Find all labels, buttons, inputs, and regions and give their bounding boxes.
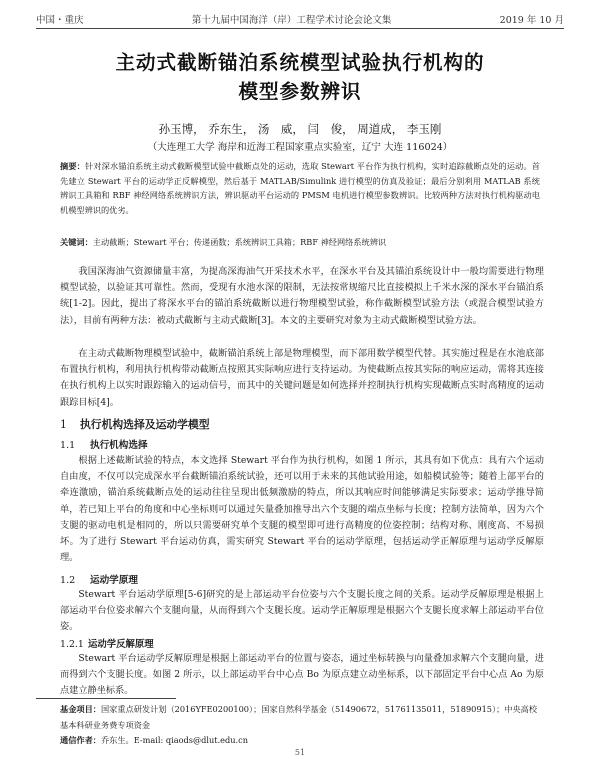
header-rule (36, 28, 564, 29)
subsection-title: 执行机构选择 (90, 440, 148, 451)
footnotes (60, 702, 544, 749)
subsection-title: 运动学原理 (90, 575, 138, 586)
subsubsection-title: 运动学反解原理 (88, 639, 154, 650)
section-heading-1 (60, 417, 210, 432)
subsection-heading-1-1 (60, 437, 148, 451)
page-number: 51 (294, 748, 306, 757)
subsection-number: 1.2 (60, 575, 76, 586)
abstract-label: 摘要： (60, 161, 86, 171)
keywords-text: 主动截断；Stewart 平台；传递函数；系统辨识工具箱；RBF 神经网络系统辨识 (92, 237, 387, 247)
subsection-heading-1-2 (60, 572, 138, 586)
paper-title-line-1: 主动式截断锚泊系统模型试验执行机构的 (115, 51, 485, 74)
subsection-number: 1.1 (60, 440, 76, 451)
inverse-kinematics-paragraph: Stewart 平台运动学反解原理是根据上部运动平台的位置与姿态，通过坐标转换与向量叠加求解六个支腿向量，进而得到六个支腿长度。如图 2 所示，以上部运动平台中心点 Bo 为原点建立动坐标系，以下部固定平台中心点 Ao 为原点建立静坐标系。 (60, 653, 544, 697)
funding-label: 基金项目： (60, 704, 101, 714)
paper-title-line-2: 模型参数辨识 (238, 80, 362, 103)
subsubsection-number: 1.2.1 (60, 639, 84, 650)
running-header (36, 12, 564, 26)
subsubsection-heading-1-2-1 (60, 636, 154, 650)
section-title: 执行机构选择及运动学模型 (80, 418, 210, 431)
header-proceedings: 第十九届中国海洋（岸）工程学术讨论会论文集 (191, 15, 392, 26)
abstract-text: 针对深水锚泊系统主动式截断模型试验中截断点处的运动，选取 Stewart 平台作为执行机构，实时追踪截断点处的运动。首先建立 Stewart 平台的运动学正反解模型，然后基于 MATLAB/Simulink 进行模型的仿真及验证；最后分别利用 MATLAB 系统辨识工具箱和 RBF 神经网络系统辨识方法，辨识驱动平台运动的 PMSM 电机进行模型参数辨识。比较两种方法对执行机构驱动电机模型辨识的优劣。 (60, 161, 540, 215)
corresponding-author-label: 通信作者： (60, 735, 101, 745)
intro-paragraph-1: 我国深海油气资源储量丰富，为提高深海油气开采技术水平，在深水平台及其锚泊系统设计中一般均需要进行物理模型试验，以验证其可靠性。然而，受现有水池水深的限制，无法按常规缩尺比直接模拟上千米水深的深水平台锚泊系统[1-2]。因此，提出了将深水平台的锚泊系统截断以进行物理模型试验，称作截断模型试验方法（或混合模型试验方法），目前有两种方法：被动式截断与主动式截断[3]。本文的主要研究对象为主动式截断模型试验方法。 (60, 266, 544, 326)
intro-paragraph-2: 在主动式截断物理模型试验中，截断锚泊系统上部是物理模型，而下部用数学模型代替。其实施过程是在水池底部布置执行机构，利用执行机构带动截断点按照其实际响应进行支持运动。为使截断点按其实际的响应运动，需将其连接在执行机构上以实时跟踪输入的运动信号，而其中的关键问题是如何选择并控制执行机构实现截断点实时高精度的运动跟踪目标[4]。 (60, 348, 544, 408)
keywords (60, 236, 540, 249)
author-list: 孙玉博， 乔东生， 汤 威， 闫 俊， 周道成， 李玉刚 (158, 122, 442, 136)
funding-text: 国家重点研发计划（2016YFE0200100）；国家自然科学基金（51490672，51761135011，51890915）；中央高校基本科研业务费专项资金 (60, 704, 538, 730)
section-number: 1 (60, 418, 67, 431)
affiliation: （大连理工大学 海岸和近海工程国家重点实验室，辽宁 大连 116024） (147, 142, 453, 153)
abstract (60, 159, 540, 217)
actuator-paragraph: 根据上述截断试验的特点，本文选择 Stewart 平台作为执行机构，如图 1 所示，其具有如下优点：具有六个运动自由度，不仅可以完成深水平台截断锚泊系统试验，还可以用于未来的其他试验用途，如船模试验等；随着上部平台的牵连激励，锚泊系统截断点处的运动往往呈现出低频激励的特点，所以其响应时间能够满足实际要求；运动学推导简单，若已知上平台的角度和中心坐标则可以通过矢量叠加推导出六个支腿的端点坐标与长度；控制方法简单，因为六个支腿的驱动电机是相同的，所以只需要研究单个支腿的模型即可进行高精度的位姿控制；结构对称、刚度高、不易损坏。为了进行 Stewart 平台运动仿真，需实研究 Stewart 平台的运动学原理，包括运动学正解原理与运动学反解原理。 (60, 455, 544, 564)
kinematics-paragraph: Stewart 平台运动学原理[5-6]研究的是上部运动平台位姿与六个支腿长度之间的关系。运动学反解原理是根据上部运动平台位姿求解六个支腿向量，从而得到六个支腿长度。运动学正解原理是根据六个支腿长度求解上部运动平台位姿。 (60, 589, 544, 633)
corresponding-author-text: 乔东生。E-mail: qiaods@dlut.edu.cn (100, 735, 248, 745)
keywords-label: 关键词： (60, 237, 93, 247)
footnote-rule (36, 698, 176, 699)
header-date: 2019 年 10 月 (499, 15, 564, 26)
header-location: 中国・重庆 (36, 15, 84, 26)
